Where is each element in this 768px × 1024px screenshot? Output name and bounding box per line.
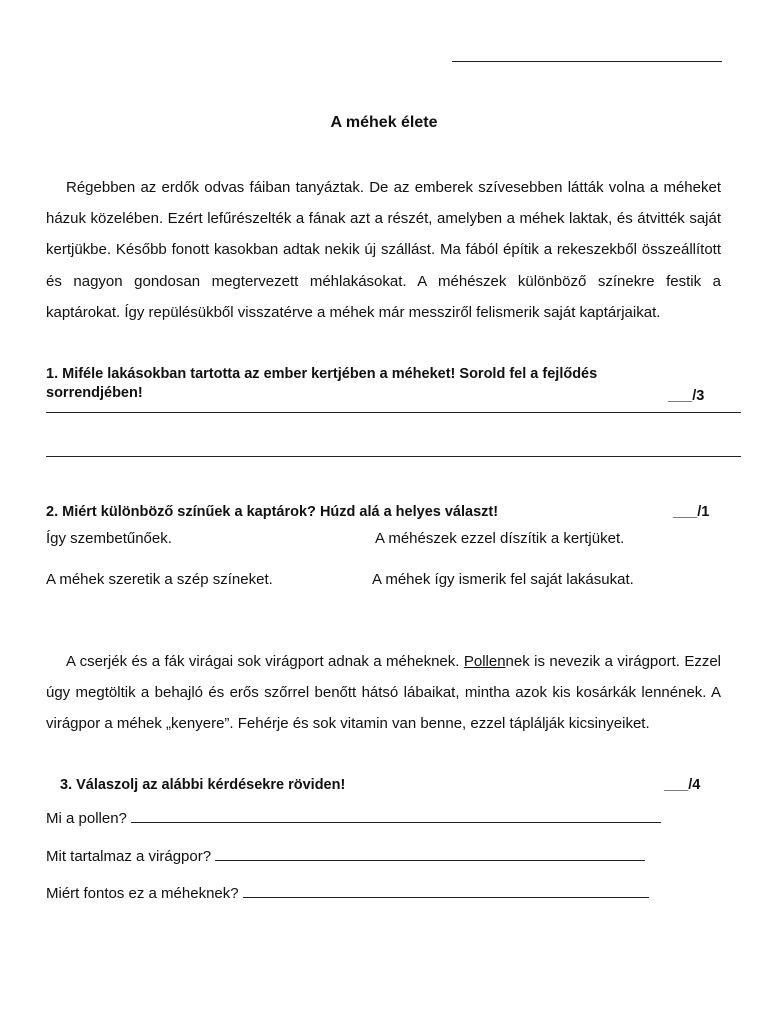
reading-paragraph-2 xyxy=(46,646,721,740)
page-title: A méhek élete xyxy=(330,114,438,131)
pollen-underlined-word: Pollen xyxy=(463,653,506,670)
question-3-item-2 xyxy=(46,846,645,865)
question-3-item-2-label: Mit tartalmaz a virágpor? xyxy=(46,848,212,865)
question-3-score: ___/4 xyxy=(664,777,701,793)
name-blank-line[interactable] xyxy=(452,61,722,62)
question-1 xyxy=(46,366,706,401)
question-1-text-line1: 1. Miféle lakásokban tartotta az ember kertjében a méheket! Sorold fel a fejlődés xyxy=(46,366,598,382)
answer-option[interactable]: A méhek így ismerik fel saját lakásukat. xyxy=(372,571,634,588)
question-3-item-3 xyxy=(46,883,649,902)
answer-option[interactable]: Így szembetűnőek. xyxy=(46,530,172,547)
answer-blank-2[interactable] xyxy=(215,846,645,861)
answer-line-1[interactable] xyxy=(46,412,741,413)
answer-option[interactable]: A méhek szeretik a szép színeket. xyxy=(46,571,273,588)
question-2-text: 2. Miért különböző színűek a kaptárok? Húzd alá a helyes választ! xyxy=(46,504,499,520)
question-3-text: 3. Válaszolj az alábbi kérdésekre röviden! xyxy=(60,777,346,793)
answer-blank-3[interactable] xyxy=(243,883,649,898)
paragraph-2-text-rest: nek is nevezik a virágport. Ezzel úgy megtöltik a behajló és erős szőrrel benőtt hátsó lábaikat, mintha azok kis kosárkák lennének. A virágpor a méhek „kenyere”. Fehérje és sok vitamin van benne, ezzel táplálják kicsinyeiket. xyxy=(46,653,722,733)
paragraph-2-text-start: A cserjék és a fák virágai sok virágport adnak a méheknek. xyxy=(66,653,464,670)
question-2-score: ___/1 xyxy=(673,504,710,520)
question-1-text-line2: sorrendjében! xyxy=(46,385,143,401)
reading-paragraph-1 xyxy=(46,172,721,328)
answer-blank-1[interactable] xyxy=(131,808,661,823)
question-1-score: ___/3 xyxy=(668,388,705,404)
answer-line-2[interactable] xyxy=(46,456,741,457)
question-3-item-1 xyxy=(46,808,661,827)
question-3-item-3-label: Miért fontos ez a méheknek? xyxy=(46,885,239,902)
question-3-item-1-label: Mi a pollen? xyxy=(46,810,127,827)
answer-option[interactable]: A méhészek ezzel díszítik a kertjüket. xyxy=(375,530,625,547)
paragraph-1-text: Régebben az erdők odvas fáiban tanyáztak. De az emberek szívesebben látták volna a méheket házuk közelében. Ezért lefűrészelték a fának azt a részét, amelyben a méhek laktak, és átvitték saját kertjükbe. Később fonott kasokban adtak nekik új szállást. Ma fából építik a rekeszekből összeállított és nagyon gondosan megtervezett méhlakásokat. A méhészek különböző színekre festik a kaptárokat. Így repülésükből visszatérve a méhek már messziről felismerik saját kaptárjaikat. xyxy=(46,179,721,321)
